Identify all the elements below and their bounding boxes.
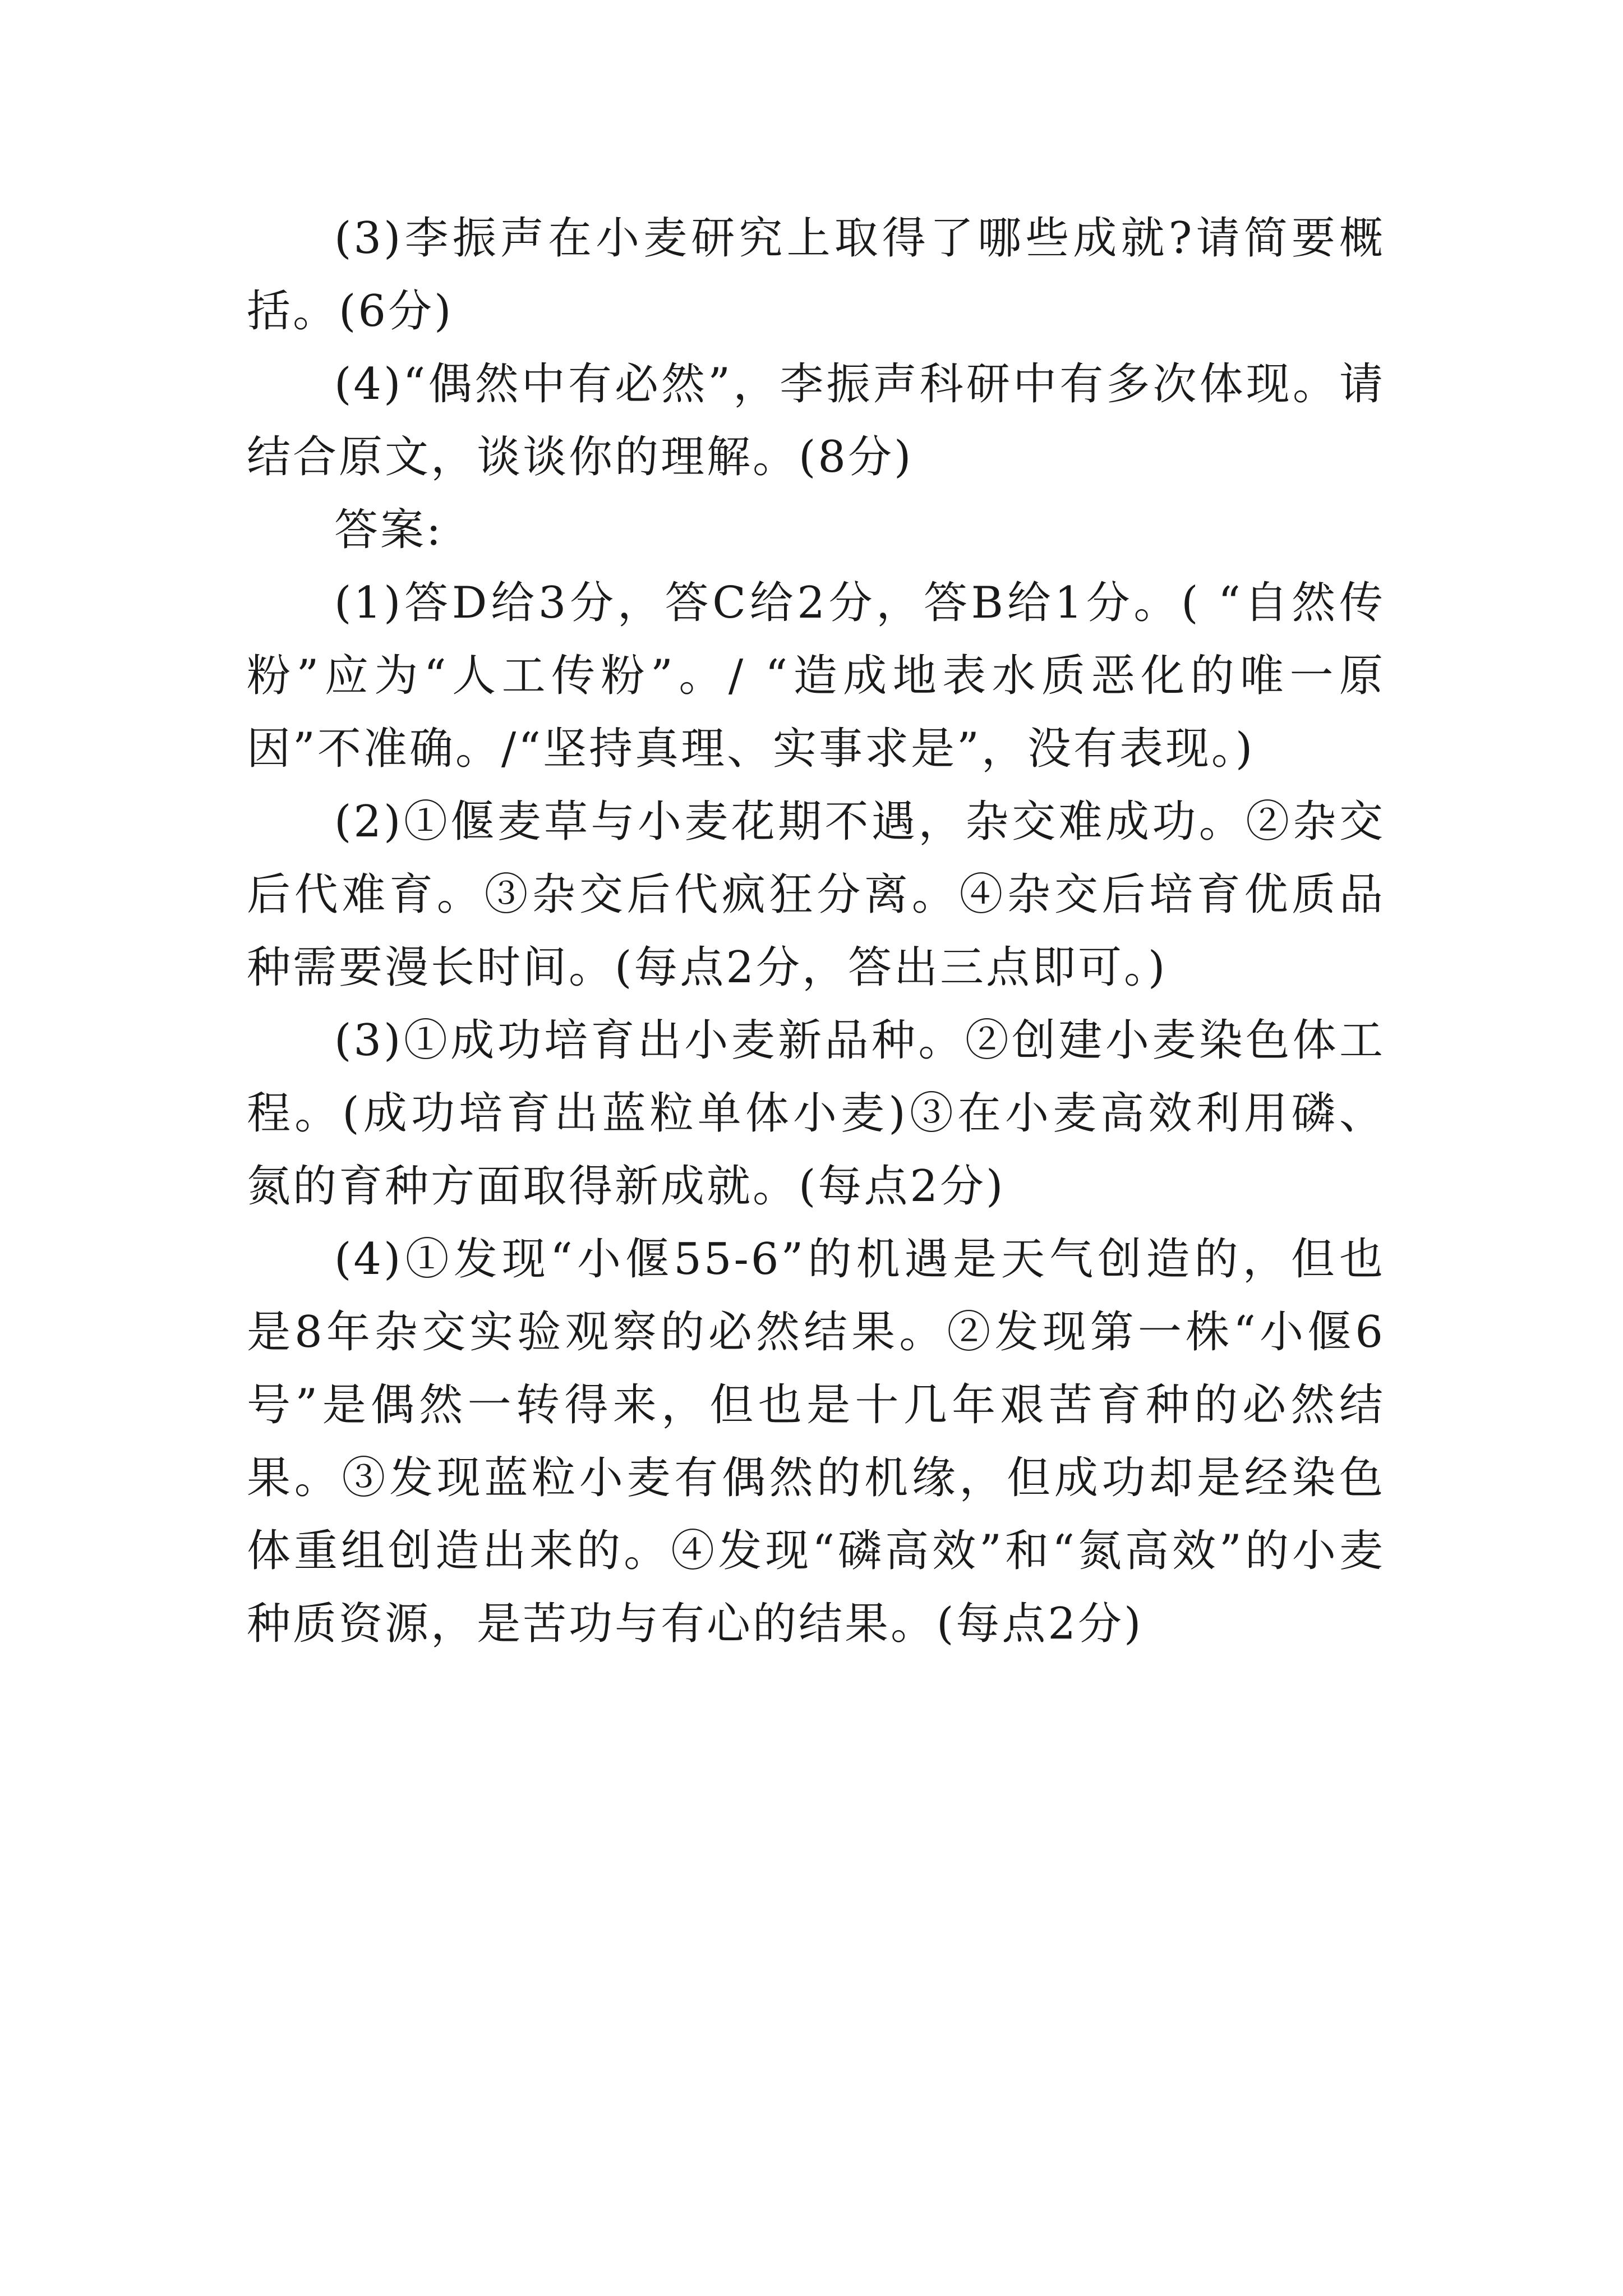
question-3: (3)李振声在小麦研究上取得了哪些成就?请简要概括。(6分) <box>247 213 1385 337</box>
answer-1: (1)答D给3分，答C给2分，答B给1分。( “自然传粉”应为“人工传粉”。/ “造成地表水质恶化的唯一原因”不准确。/“坚持真理、实事求是”，没有表现。) <box>247 578 1385 774</box>
document-body <box>247 202 1385 1660</box>
answer-3: (3)①成功培育出小麦新品种。②创建小麦染色体工程。(成功培育出蓝粒单体小麦)③在小麦高效利用磷、氮的育种方面取得新成就。(每点2分) <box>247 1015 1385 1212</box>
answer-4: (4)①发现“小偃55-6”的机遇是天气创造的，但也是8年杂交实验观察的必然结果。②发现第一株“小偃6号”是偶然一转得来，但也是十几年艰苦育种的必然结果。③发现蓝粒小麦有偶然的机缘，但成功却是经染色体重组创造出来的。④发现“磷高效”和“氮高效”的小麦种质资源，是苦功与有心的结果。(每点2分) <box>247 1234 1385 1649</box>
question-4: (4)“偶然中有必然”，李振声科研中有多次体现。请结合原文，谈谈你的理解。(8分) <box>247 359 1385 482</box>
answer-2: (2)①偃麦草与小麦花期不遇，杂交难成功。②杂交后代难育。③杂交后代疯狂分离。④杂交后培育优质品种需要漫长时间。(每点2分，答出三点即可。) <box>247 797 1385 993</box>
answer-heading: 答案: <box>334 505 444 555</box>
